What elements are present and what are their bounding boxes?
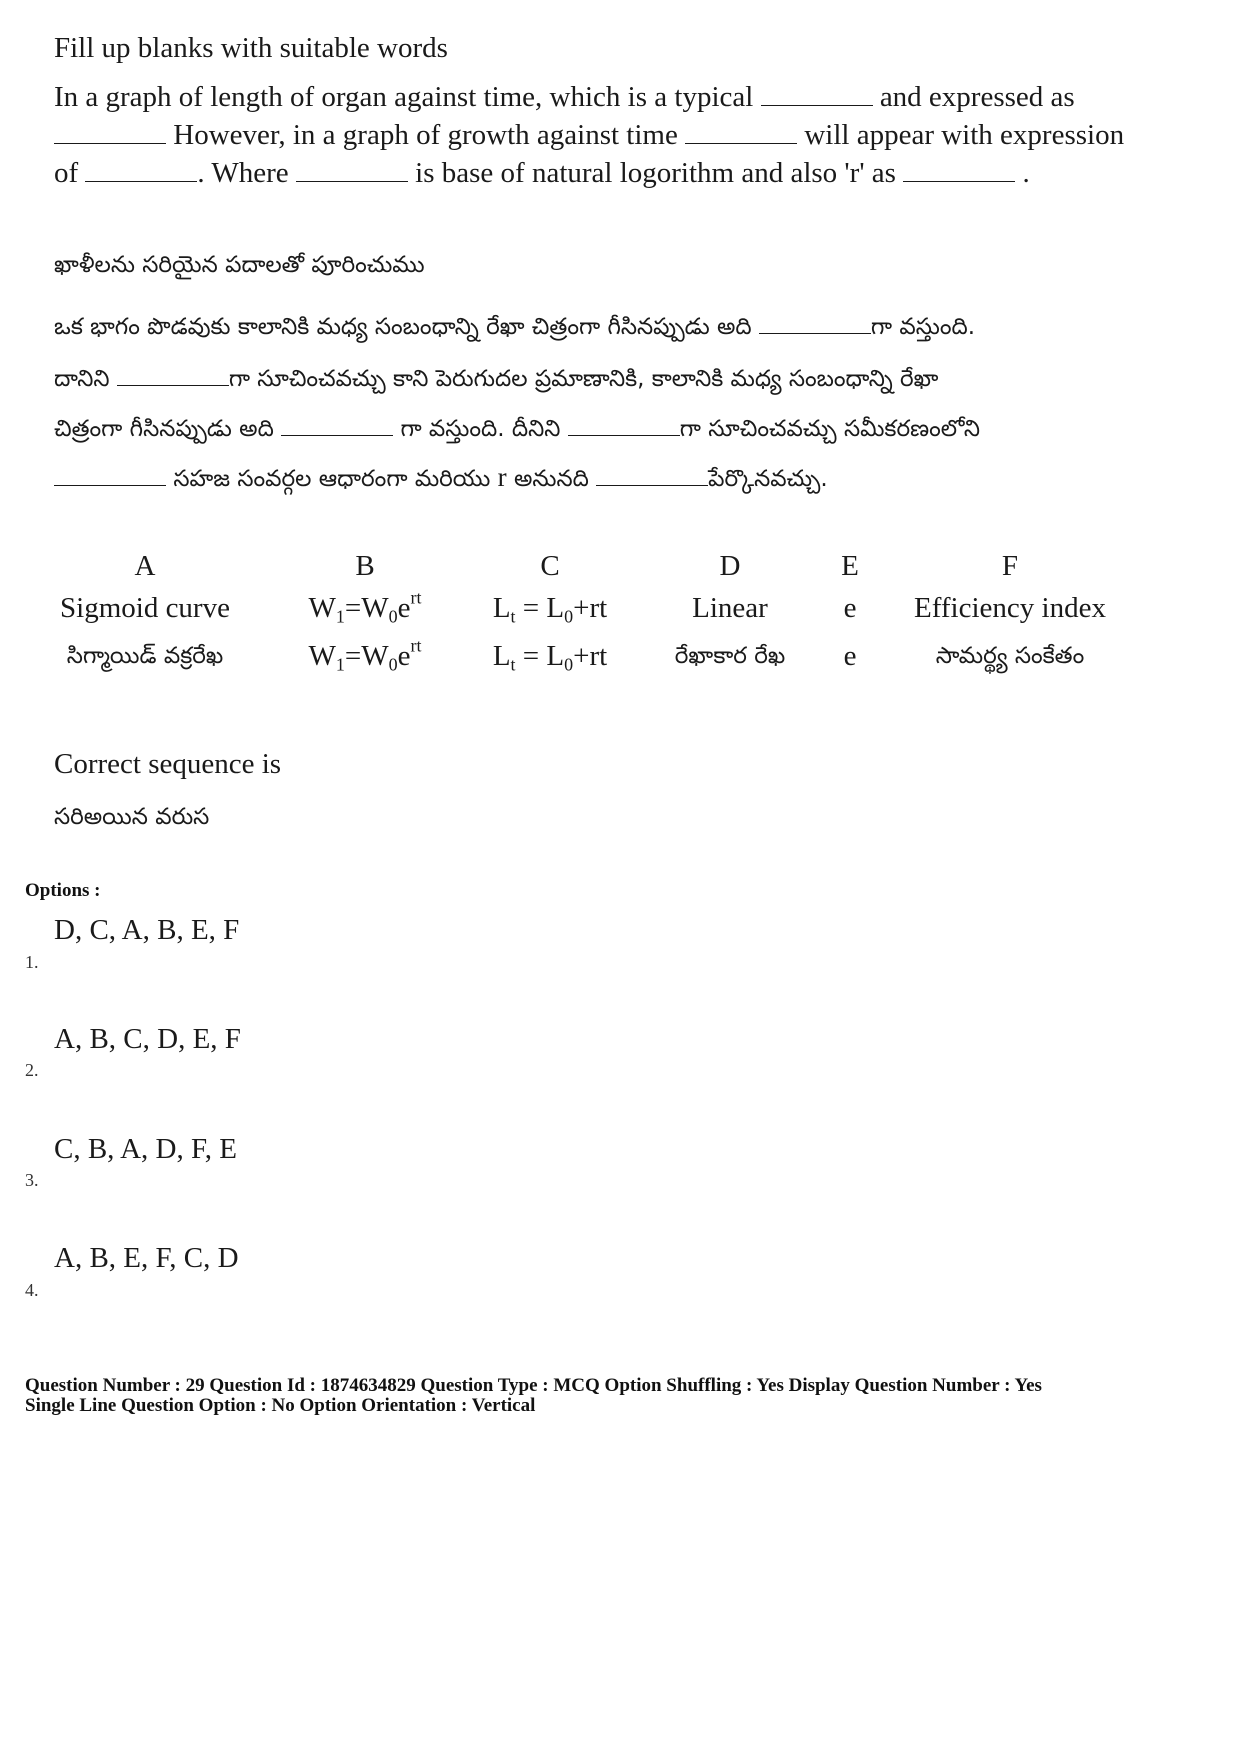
telugu-text: అనునది — [513, 466, 589, 492]
column-header-D: D — [719, 550, 741, 582]
eq-superscript: rt — [410, 635, 422, 656]
eq-symbol: e — [397, 592, 411, 624]
blank — [568, 412, 680, 436]
eq-symbol: =W — [344, 640, 389, 672]
eq-symbol: +rt — [573, 592, 608, 624]
options-label: Options : — [25, 880, 101, 901]
eq-subscript: 0 — [564, 606, 574, 627]
question-text: of — [54, 157, 79, 189]
telugu-cell-F: సామర్థ్య సంకేతం — [935, 643, 1085, 669]
eq-subscript: t — [510, 654, 516, 675]
column-header-C: C — [540, 550, 560, 582]
eq-subscript: 1 — [335, 654, 345, 675]
telugu-text: గా సూచించవచ్చు సమీకరణంలోని — [679, 416, 980, 442]
telugu-text: దానిని — [54, 366, 110, 392]
telugu-line-4 — [54, 462, 828, 498]
eq-symbol: +rt — [573, 640, 608, 672]
question-line-1 — [54, 76, 1075, 114]
eq-subscript: 1 — [335, 606, 345, 627]
question-line-2 — [54, 114, 1124, 152]
question-text: In a graph of length of organ against time, which is a typical — [54, 81, 754, 113]
question-text: . Where — [197, 157, 289, 189]
option-1-text[interactable]: D, C, A, B, E, F — [54, 914, 240, 946]
question-meta-line-2: Single Line Question Option : No Option Orientation : Vertical — [25, 1395, 536, 1416]
eq-symbol: = L — [515, 640, 565, 672]
question-text: is base of natural logorithm and also 'r' as — [415, 157, 896, 189]
telugu-text: సహజ సంవర్గల ఆధారంగా మరియు — [173, 466, 491, 492]
column-header-A: A — [134, 550, 156, 582]
option-4-text[interactable]: A, B, E, F, C, D — [54, 1242, 239, 1274]
question-text: However, in a graph of growth against time — [173, 119, 678, 151]
telugu-cell-C-equation — [465, 640, 635, 673]
english-cell-E: e — [843, 592, 857, 624]
blank — [117, 362, 229, 386]
question-line-3 — [54, 152, 1030, 190]
eq-symbol: L — [492, 640, 511, 672]
eq-subscript: t — [510, 606, 516, 627]
correct-sequence-label: Correct sequence is — [54, 748, 282, 780]
telugu-line-3 — [54, 412, 980, 448]
option-2-number: 2. — [25, 1060, 39, 1080]
blank — [596, 462, 708, 486]
column-header-B: B — [355, 550, 375, 582]
english-cell-D: Linear — [692, 592, 768, 624]
telugu-text: ఒక భాగం పొడవుకు కాలానికి మధ్య సంబంధాన్ని రేఖా చిత్రంగా గీసినప్పుడు అది — [54, 314, 752, 340]
telugu-text: పేర్కొనవచ్చు. — [708, 466, 828, 492]
blank — [281, 412, 393, 436]
option-3-number: 3. — [25, 1170, 39, 1190]
question-text: and expressed as — [879, 81, 1075, 113]
blank — [761, 76, 873, 106]
question-text: . — [1022, 157, 1030, 189]
question-meta-line-1: Question Number : 29 Question Id : 1874634829 Question Type : MCQ Option Shuffling : Yes Display Question Number : Yes — [25, 1375, 1042, 1396]
blank — [759, 310, 871, 334]
english-cell-F: Efficiency index — [914, 592, 1106, 624]
telugu-text: గా సూచించవచ్చు కాని పెరుగుదల ప్రమాణానికి, కాలానికి మధ్య సంబంధాన్ని రేఖా — [228, 366, 939, 392]
eq-symbol: = L — [515, 592, 565, 624]
eq-subscript: 0 — [388, 654, 398, 675]
blank — [54, 114, 166, 144]
option-4-number: 4. — [25, 1280, 39, 1300]
telugu-cell-A: సిగ్మాయిడ్ వక్రరేఖ — [66, 643, 224, 669]
column-header-F: F — [1001, 550, 1019, 582]
column-header-E: E — [841, 550, 859, 582]
correct-sequence-telugu-label: సరిఅయిన వరుస — [54, 804, 210, 830]
question-text: will appear with expression — [804, 119, 1125, 151]
english-cell-C-equation — [465, 592, 635, 625]
eq-symbol: W — [308, 592, 336, 624]
telugu-instruction: ఖాళీలను సరియైన పదాలతో పూరించుము — [54, 252, 425, 278]
english-cell-A: Sigmoid curve — [60, 592, 230, 624]
eq-subscript: 0 — [388, 606, 398, 627]
telugu-text: గా వస్తుంది. — [870, 314, 976, 340]
eq-superscript: rt — [410, 587, 422, 608]
blank — [903, 152, 1015, 182]
option-2-text[interactable]: A, B, C, D, E, F — [54, 1023, 241, 1055]
option-1-number: 1. — [25, 952, 39, 972]
telugu-cell-E: e — [843, 640, 857, 672]
eq-symbol: W — [308, 640, 336, 672]
telugu-line-2 — [54, 362, 938, 398]
telugu-line-1 — [54, 310, 975, 346]
telugu-cell-B-equation — [280, 635, 450, 675]
eq-subscript: 0 — [564, 654, 574, 675]
blank — [685, 114, 797, 144]
telugu-text-r: r — [497, 462, 507, 492]
eq-symbol: e — [397, 640, 411, 672]
telugu-cell-D: రేఖాకార రేఖ — [674, 643, 786, 669]
option-3-text[interactable]: C, B, A, D, F, E — [54, 1133, 237, 1165]
question-instruction: Fill up blanks with suitable words — [54, 32, 448, 64]
english-cell-B-equation — [280, 587, 450, 627]
telugu-text: చిత్రంగా గీసినప్పుడు అది — [54, 416, 274, 442]
blank — [85, 152, 197, 182]
eq-symbol: =W — [344, 592, 389, 624]
blank — [54, 462, 166, 486]
telugu-text: గా వస్తుంది. దీనిని — [400, 416, 561, 442]
eq-symbol: L — [492, 592, 511, 624]
blank — [296, 152, 408, 182]
